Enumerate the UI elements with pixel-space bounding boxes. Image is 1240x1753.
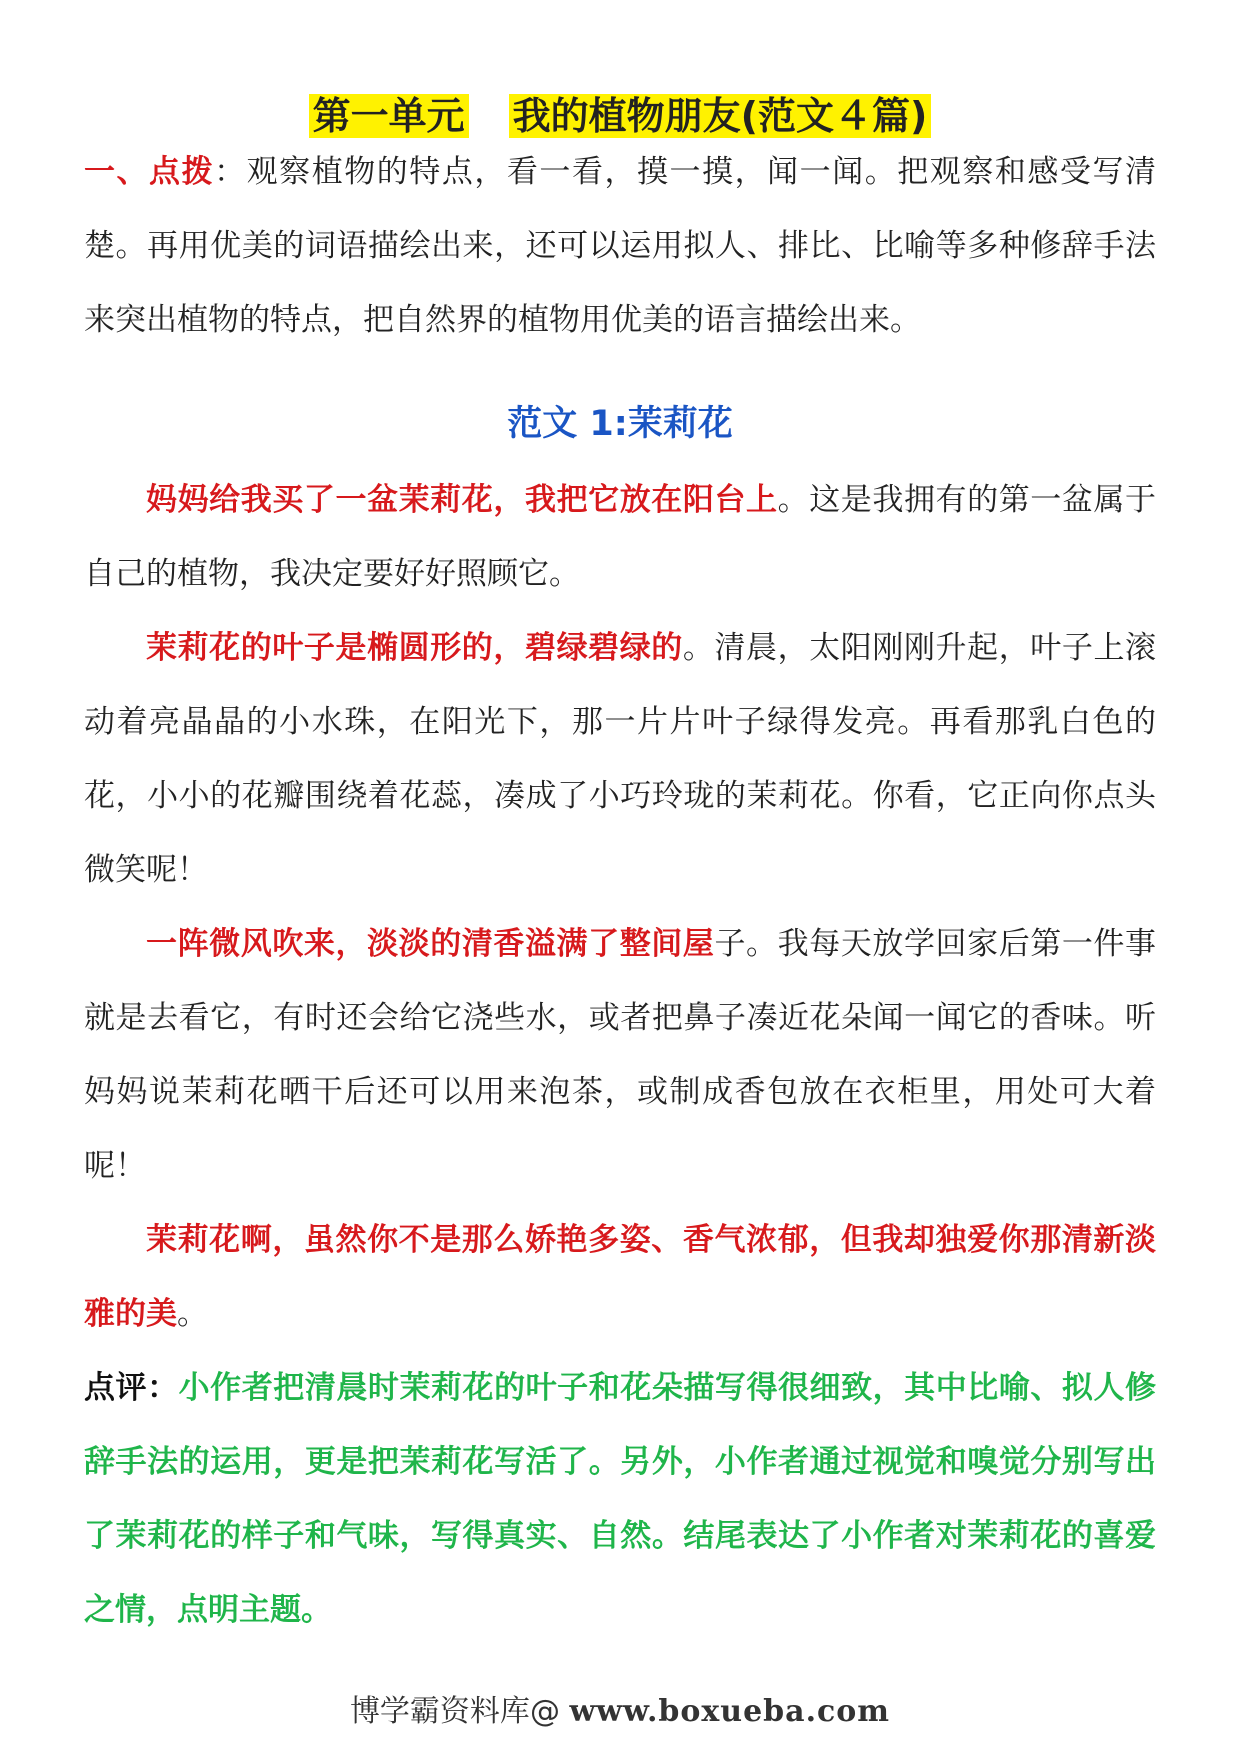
p2-comma: ， [493, 630, 525, 666]
footer-at: @ [529, 1694, 560, 1729]
p4-text: 。 [177, 1296, 208, 1332]
p1-highlight-a: 妈妈给我买了一盆茉莉花 [146, 482, 494, 518]
guidance-colon: ： [214, 154, 247, 190]
p3-comma: ， [335, 926, 368, 962]
review-paragraph [84, 1351, 1156, 1647]
p2-text: 。清晨，太阳刚刚升起，叶子上滚动着亮晶晶的小水珠，在阳光下，那一片片叶子绿得发亮。再看那乳白色的花，小小的花瓣围绕着花蕊，凑成了小巧玲珑的茉莉花。你看，它正向你点头微笑呢！ [84, 630, 1157, 888]
essay-paragraph-1 [84, 463, 1156, 611]
guidance-paragraph [84, 135, 1156, 357]
p3-highlight-b: 淡淡的清香溢满了整间屋 [367, 926, 715, 962]
essay-paragraph-2 [84, 611, 1156, 907]
review-label: 点评： [84, 1370, 179, 1406]
footer-site-name: 博学霸资料库 [349, 1694, 530, 1729]
p2-highlight-b: 碧绿碧绿的 [524, 630, 683, 666]
guidance-label: 一、点拨 [84, 154, 215, 190]
title-unit: 第一单元 [309, 94, 469, 138]
p1-comma: ， [493, 482, 525, 518]
guidance-text: 观察植物的特点，看一看，摸一摸，闻一闻。把观察和感受写清楚。再用优美的词语描绘出来，还可以运用拟人、排比、比喻等多种修辞手法来突出植物的特点，把自然界的植物用优美的语言描绘出来。 [84, 154, 1156, 338]
footer-url: www.boxueba.com [569, 1694, 891, 1729]
p2-highlight-a: 茉莉花的叶子是椭圆形的 [146, 630, 494, 666]
essay-paragraph-3 [84, 907, 1156, 1203]
essay-title: 范文 1:茉莉花 [507, 404, 733, 444]
title-topic: 我的植物朋友(范文４篇) [509, 94, 932, 138]
p1-highlight-b: 我把它放在阳台上 [524, 482, 778, 518]
p3-highlight-a: 一阵微风吹来 [146, 926, 336, 962]
p4-highlight: 茉莉花啊，虽然你不是那么娇艳多姿、香气浓郁，但我却独爱你那清新淡雅的美 [84, 1222, 1156, 1332]
footer-watermark [0, 1690, 1240, 1734]
essay-paragraph-4 [84, 1203, 1156, 1351]
p1-text: 。这是我拥有的第一盆属于自己的植物，我决定要好好照顾它。 [84, 482, 1157, 592]
p3-text: 子。我每天放学回家后第一件事就是去看它，有时还会给它浇些水，或者把鼻子凑近花朵闻一闻它的香味。听妈妈说茉莉花晒干后还可以用来泡茶，或制成香包放在衣柜里，用处可大着呢！ [84, 926, 1157, 1184]
review-text: 小作者把清晨时茉莉花的叶子和花朵描写得很细致，其中比喻、拟人修辞手法的运用，更是把茉莉花写活了。另外，小作者通过视觉和嗅觉分别写出了茉莉花的样子和气味，写得真实、自然。结尾表达了小作者对茉莉花的喜爱之情，点明主题。 [84, 1370, 1157, 1628]
